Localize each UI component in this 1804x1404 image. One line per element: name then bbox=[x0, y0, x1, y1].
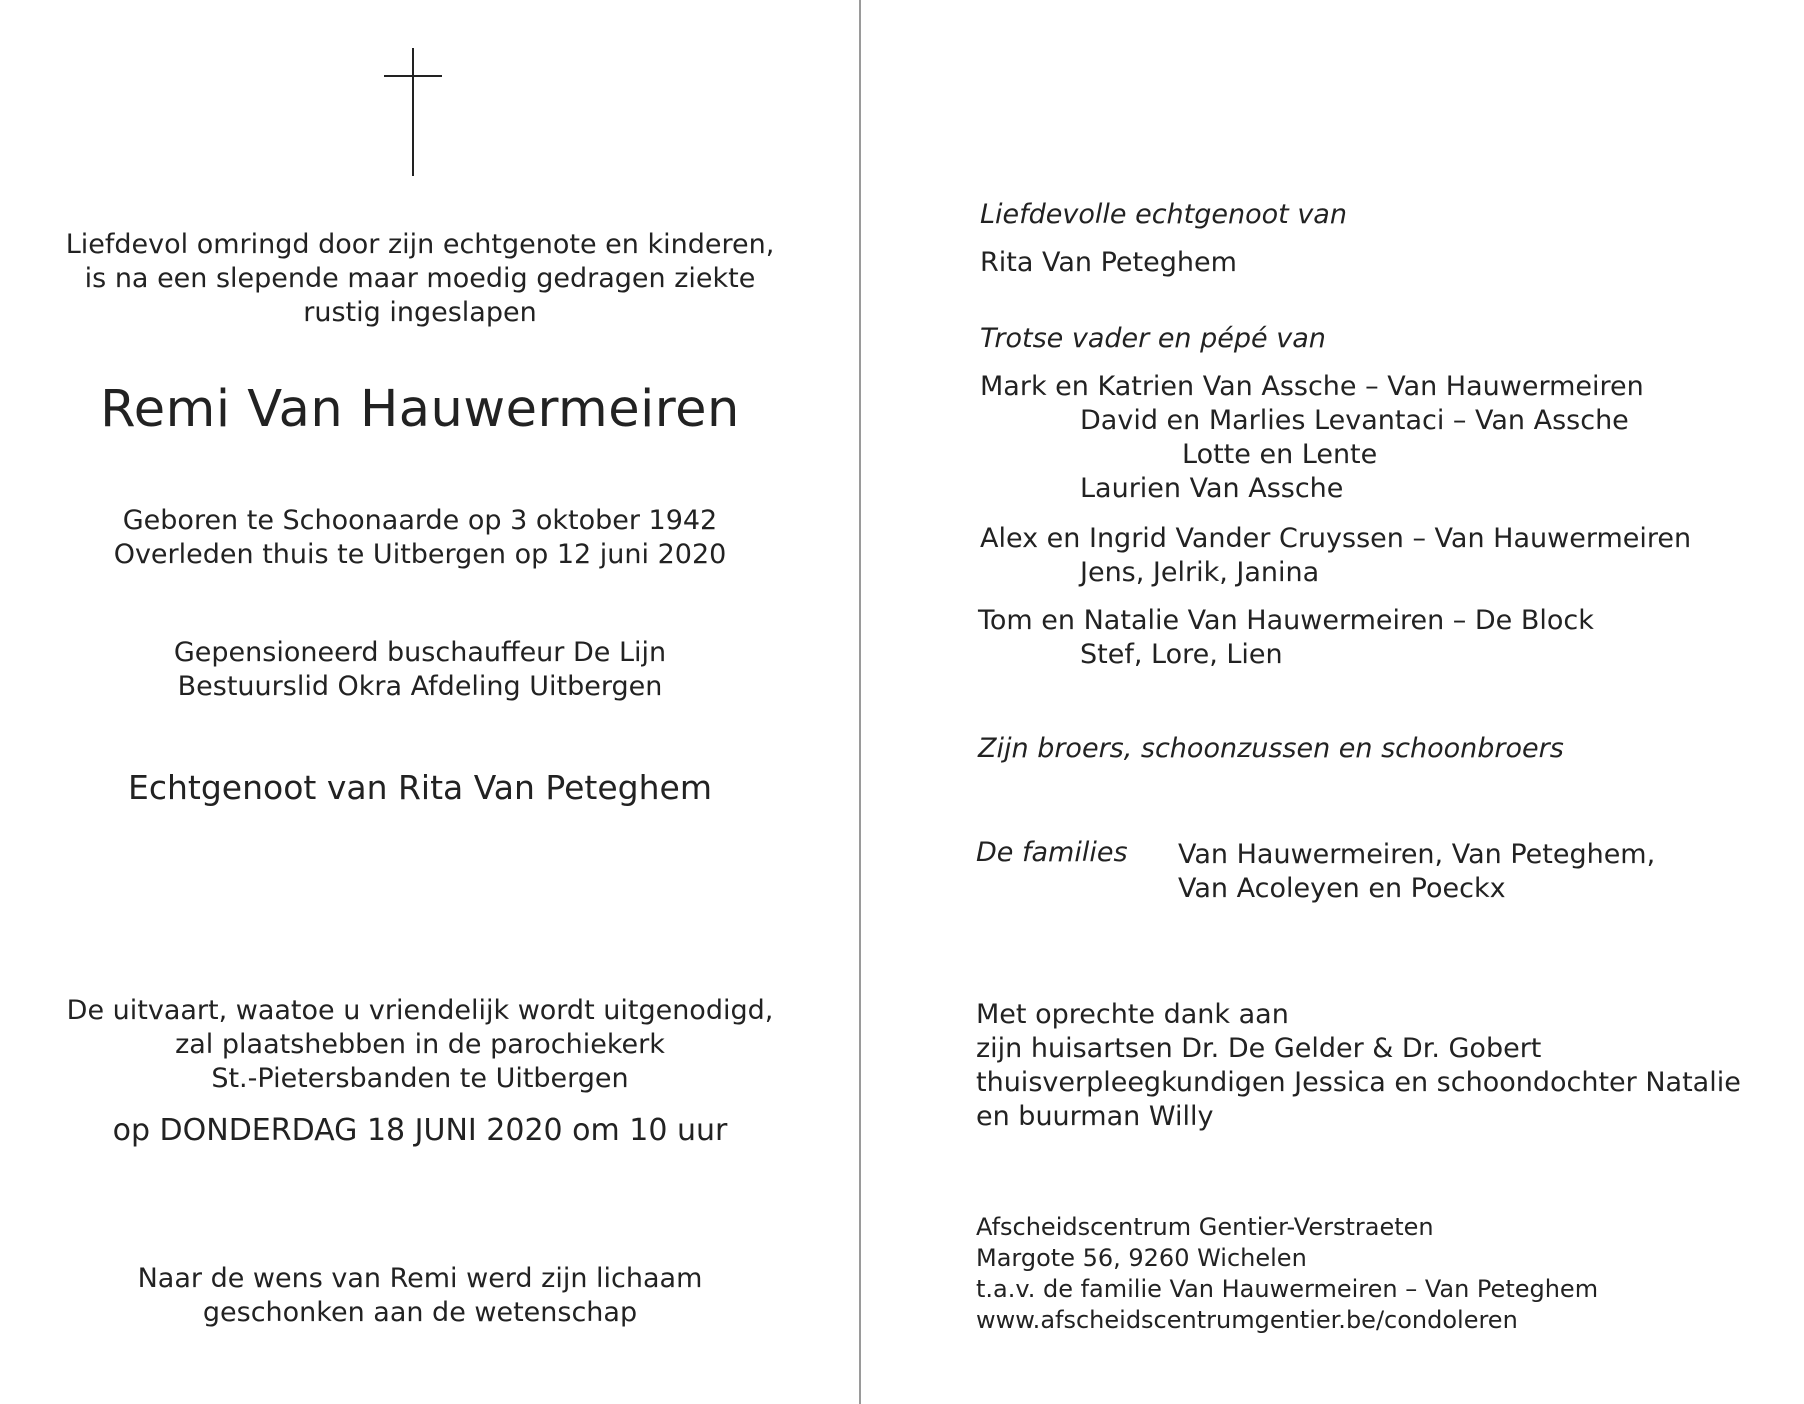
funeral-home-line: Margote 56, 9260 Wichelen bbox=[976, 1244, 1307, 1272]
families-line: Van Hauwermeiren, Van Peteghem, bbox=[1178, 839, 1656, 870]
family-line: David en Marlies Levantaci – Van Assche bbox=[1080, 405, 1629, 436]
funeral-home-line: Afscheidscentrum Gentier-Verstraeten bbox=[976, 1213, 1434, 1241]
thanks-line: Met oprechte dank aan bbox=[976, 999, 1289, 1030]
families-line: Van Acoleyen en Poeckx bbox=[1178, 873, 1506, 904]
donation-note bbox=[20, 1262, 820, 1330]
intro-text bbox=[20, 228, 820, 330]
intro-line: Liefdevol omringd door zijn echtgenote en kinderen, bbox=[65, 229, 775, 260]
deceased-name: Remi Van Hauwermeiren bbox=[100, 380, 740, 439]
occupation-line: Bestuurslid Okra Afdeling Uitbergen bbox=[177, 671, 663, 702]
funeral-home-link[interactable]: www.afscheidscentrumgentier.be/condoleren bbox=[976, 1306, 1518, 1334]
siblings-line: Zijn broers, schoonzussen en schoonbroers bbox=[978, 733, 1564, 764]
thanks-line: en buurman Willy bbox=[976, 1101, 1214, 1132]
funeral-line: St.-Pietersbanden te Uitbergen bbox=[211, 1063, 629, 1094]
intro-line: rustig ingeslapen bbox=[303, 297, 537, 328]
right-page bbox=[860, 0, 1804, 1404]
family-line: Tom en Natalie Van Hauwermeiren – De Block bbox=[978, 605, 1594, 636]
thanks-line: thuisverpleegkundigen Jessica en schoondochter Natalie bbox=[976, 1067, 1741, 1098]
funeral-line: zal plaatshebben in de parochiekerk bbox=[175, 1029, 665, 1060]
donation-line: Naar de wens van Remi werd zijn lichaam bbox=[137, 1263, 703, 1294]
cross-icon bbox=[384, 48, 442, 176]
birth-line: Geboren te Schoonaarde op 3 oktober 1942 bbox=[122, 505, 718, 536]
donation-line: geschonken aan de wetenschap bbox=[202, 1297, 638, 1328]
life-dates bbox=[20, 504, 820, 572]
spouse-line: Echtgenoot van Rita Van Peteghem bbox=[128, 768, 712, 807]
family-line: Laurien Van Assche bbox=[1080, 473, 1344, 504]
spouse-heading: Liefdevolle echtgenoot van bbox=[980, 199, 1347, 230]
family-line: Mark en Katrien Van Assche – Van Hauwermeiren bbox=[980, 371, 1644, 402]
occupation-line: Gepensioneerd buschauffeur De Lijn bbox=[173, 637, 667, 668]
family-line: Jens, Jelrik, Janina bbox=[1080, 557, 1320, 588]
intro-line: is na een slepende maar moedig gedragen ziekte bbox=[84, 263, 756, 294]
left-page bbox=[0, 0, 860, 1404]
thanks-line: zijn huisartsen Dr. De Gelder & Dr. Gobert bbox=[976, 1033, 1542, 1064]
death-line: Overleden thuis te Uitbergen op 12 juni 2020 bbox=[113, 539, 727, 570]
funeral-info bbox=[20, 994, 820, 1096]
families-label: De families bbox=[976, 837, 1128, 868]
funeral-line: De uitvaart, waatoe u vriendelijk wordt uitgenodigd, bbox=[66, 995, 774, 1026]
funeral-date: op DONDERDAG 18 JUNI 2020 om 10 uur bbox=[112, 1113, 728, 1148]
family-line: Lotte en Lente bbox=[1182, 439, 1378, 470]
funeral-home-line: t.a.v. de familie Van Hauwermeiren – Van Peteghem bbox=[976, 1275, 1599, 1303]
family-line: Stef, Lore, Lien bbox=[1080, 639, 1283, 670]
occupation bbox=[20, 636, 820, 704]
children-heading: Trotse vader en pépé van bbox=[980, 323, 1326, 354]
family-line: Alex en Ingrid Vander Cruyssen – Van Hauwermeiren bbox=[980, 523, 1692, 554]
spouse-name: Rita Van Peteghem bbox=[980, 247, 1237, 278]
